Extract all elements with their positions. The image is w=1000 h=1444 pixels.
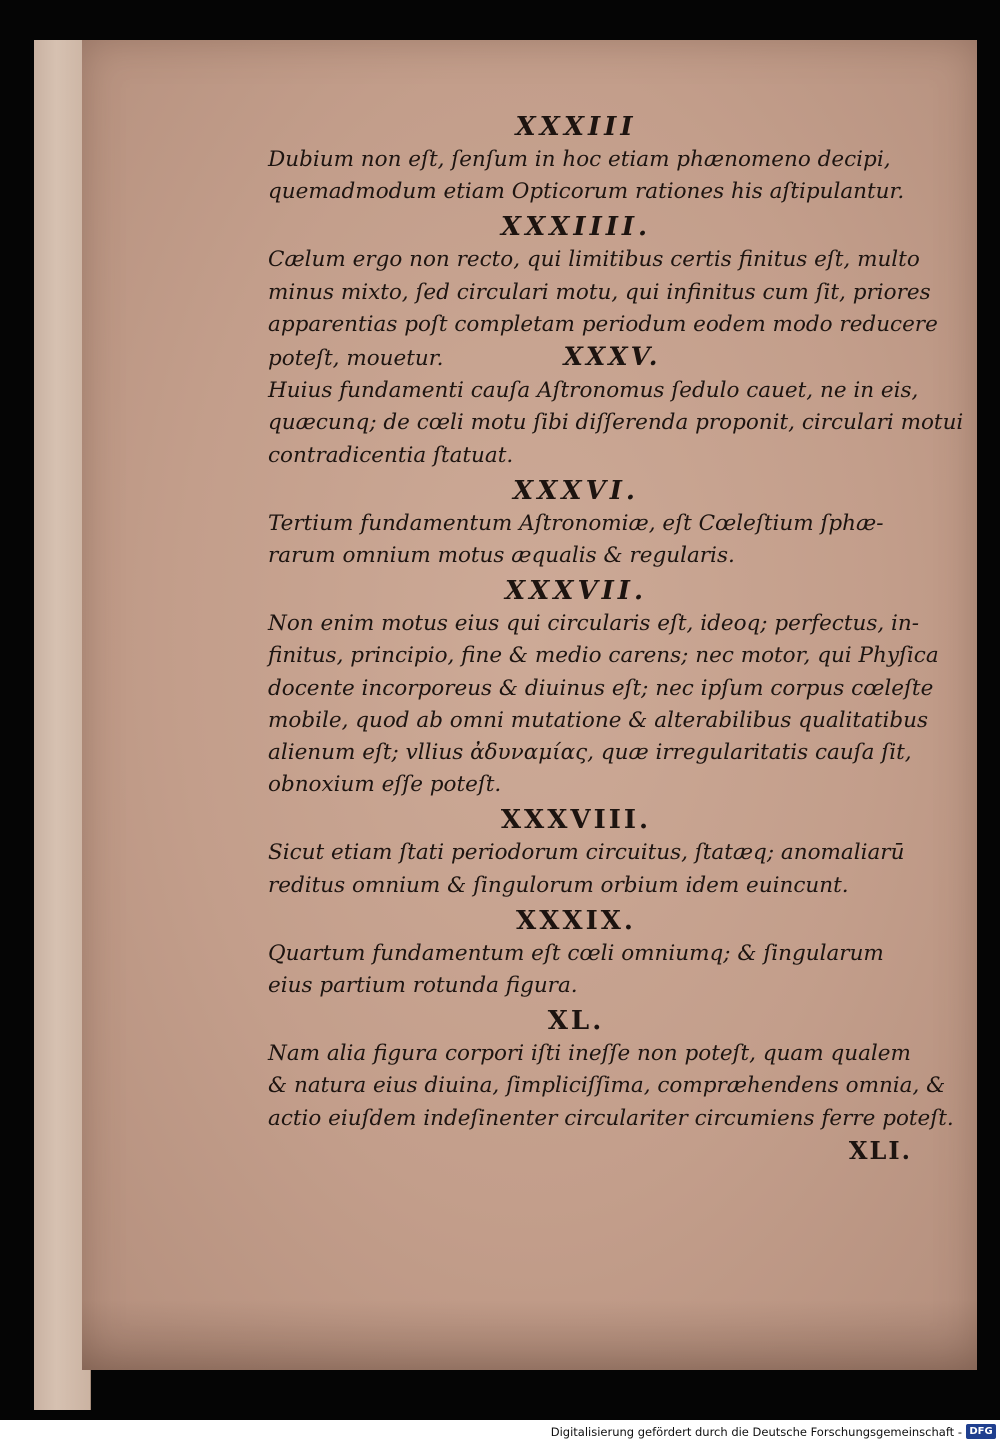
- funding-notice: Digitalisierung gefördert durch die Deutsche Forschungsgemeinschaft -: [550, 1425, 962, 1439]
- page-shadow: [82, 1300, 977, 1370]
- section-paragraph: [232, 837, 920, 901]
- section-numeral: XXXVII.: [504, 576, 648, 607]
- text-line: Dubium non eſt, ſenſum in hoc etiam phænomeno decipi,: [268, 147, 891, 172]
- text-line: & natura eius diuina, ſimpliciſſima, compræhendens omnia, &: [268, 1073, 946, 1099]
- section-numeral: XXXV.: [563, 342, 661, 372]
- section-paragraph: [232, 608, 939, 801]
- page-text: [232, 108, 964, 1167]
- text-line: Non enim motus eius qui circularis eſt, ideoq; perfectus, in-: [268, 611, 920, 637]
- section-numeral: XL.: [547, 1006, 605, 1037]
- text-line: eius partium rotunda figura.: [268, 973, 578, 999]
- section-paragraph: [232, 508, 920, 572]
- section-paragraph: [232, 1038, 954, 1135]
- text-line: obnoxium eſſe poteſt.: [268, 772, 502, 798]
- text-line: minus mixto, ſed circulari motu, qui infinitus cum ſit, priores: [268, 279, 931, 305]
- text-line: Tertium fundamentum Aſtronomiæ, eſt Cœleſtium ſphæ-: [268, 510, 884, 536]
- section-paragraph: [232, 938, 920, 1002]
- section-paragraph: [232, 244, 938, 375]
- text-line: contradicentia ſtatuat.: [268, 442, 514, 468]
- text-line: actio eiuſdem indeſinenter circulariter circumiens ferre poteſt.: [268, 1105, 954, 1131]
- section-numeral: XXXIII: [515, 112, 637, 142]
- text-line: docente incorporeus & diuinus eſt; nec ipſum corpus cœleſte: [268, 675, 934, 701]
- text-line: mobile, quod ab omni mutatione & alterabilibus qualitatibus: [268, 707, 929, 733]
- section-paragraph: [232, 144, 920, 208]
- text-line: alienum eſt; vllius ἀδυναμίας, quæ irregularitatis cauſa ſit,: [268, 740, 912, 766]
- text-line: [232, 341, 920, 375]
- text-line: finitus, principio, fine & medio carens; nec motor, qui Phyſica: [268, 643, 939, 669]
- text-line: quæcunq; de cœli motu ſibi diſſerenda proponit, circulari motui: [268, 410, 964, 436]
- text-line: Sicut etiam ſtati periodorum circuitus, ſtatæq; anomaliarū: [268, 840, 905, 866]
- text-line-end: poteſt, mouetur.: [268, 346, 444, 372]
- section-numeral: XXXVI.: [513, 475, 639, 506]
- dfg-logo-icon: DFG: [966, 1424, 996, 1439]
- text-line: rarum omnium motus æqualis & regularis.: [268, 543, 735, 569]
- text-line: Cælum ergo non recto, qui limitibus certis finitus eſt, multo: [268, 247, 920, 273]
- text-line: Huius fundamenti cauſa Aſtronomus ſedulo cauet, ne in eis,: [268, 378, 919, 404]
- text-line: Nam alia figura corpori iſti ineſſe non poteſt, quam qualem: [268, 1041, 911, 1067]
- text-line: quemadmodum etiam Opticorum rationes his aſtipulantur.: [268, 179, 905, 205]
- section-numeral: XXXIX.: [516, 905, 636, 936]
- catchword: XLI.: [848, 1135, 912, 1165]
- footer-bar: [0, 1420, 1000, 1444]
- text-line: apparentias poſt completam periodum eodem modo reducere: [268, 311, 938, 337]
- section-paragraph: [232, 375, 964, 472]
- text-line: reditus omnium & ſingulorum orbium idem euincunt.: [268, 872, 849, 898]
- text-line: Quartum fundamentum eſt cœli omniumq; & ſingularum: [268, 940, 884, 966]
- section-numeral: XXXIIII.: [500, 212, 652, 243]
- section-numeral: XXXVIII.: [500, 805, 652, 836]
